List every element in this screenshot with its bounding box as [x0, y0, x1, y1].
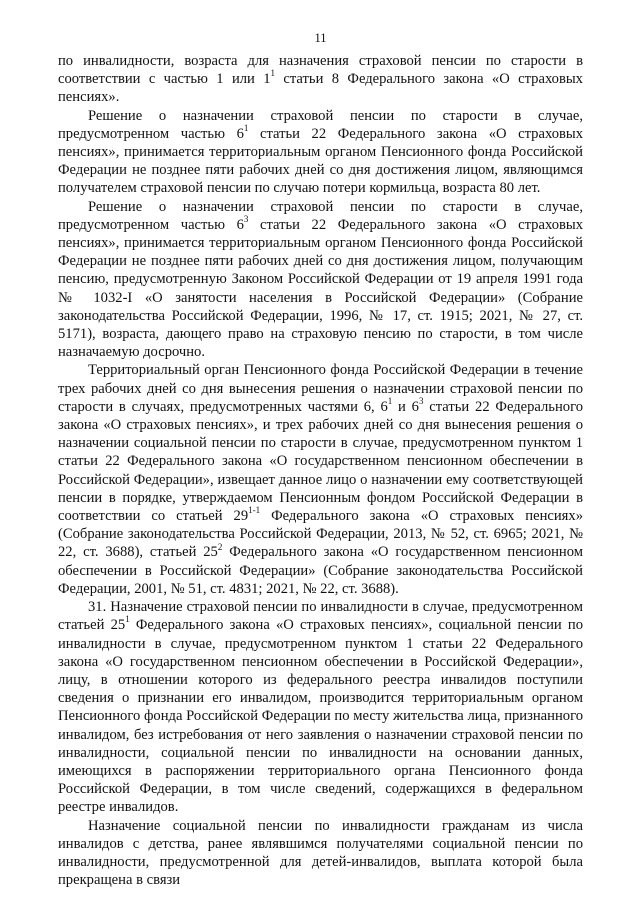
superscript-index: 3: [243, 213, 249, 224]
superscript-index: 3: [418, 396, 424, 406]
paragraph-social-pension: [58, 817, 583, 890]
text-run: по инвалидности, возраста для назначения страховой пенсии по старости в соответствии с частью 1 или 1: [58, 53, 583, 88]
text-run: Назначение социальной пенсии по инвалидности гражданам из числа инвалидов с детства, ранее являвшимся получателями социальной пенсии по инвалидности, предусмотренной для детей-инвалидов, выплата которой была прекращена в связи: [58, 817, 583, 889]
text-run: статьи 22 Федерального закона «О страховых пенсиях», принимается территориальным органом Пенсионного фонда Российской Федерации не позднее пяти рабочих дней со дня достижения лицом, получающим пенсию, предусмотренную Законом Российской Федерации от 19 апреля 1991 года № 1032-I «О занятости населения в Российской Федерации» (Собрание законодательства Российской Федерации, 1996, № 17, ст. 1915; 2021, № 27, ст. 5171), возраста, дающего право на страховую пенсию по старости, в том числе назначаемую досрочно.: [58, 216, 583, 361]
paragraph-notification: [58, 361, 583, 598]
text-run: и 6: [392, 398, 419, 415]
superscript-index: 1: [270, 68, 276, 79]
document-body: [58, 52, 583, 889]
paragraph-item-31: [58, 598, 583, 816]
page-number: 11: [314, 31, 327, 45]
text-run: статьи 22 Федерального закона «О страховых пенсиях», и трех рабочих дней со дня вынесения решения о назначении социальной пенсии по старости в случае, предусмотренном пунктом 1 статьи 22 Федерального закона «О государственном пенсионном обеспечении в Российской Федерации», извещает данное лицо о назначении ему соответствующей пенсии в порядке, утверждаемом Пенсионным фондом Российской Федерации в соответствии со статьей 29: [58, 398, 583, 525]
text-run: Федерального закона «О страховых пенсиях» (Собрание законодательства Российской Федерации, 2013, № 52, ст. 6965; 2021, № 22, ст. 3688), статьей 25: [58, 508, 583, 561]
text-run: статьи 8 Федерального закона «О страховых пенсиях».: [58, 71, 583, 106]
superscript-index: 1: [243, 122, 249, 133]
text-run: статьи 22 Федерального закона «О страховых пенсиях», принимается территориальным органом Пенсионного фонда Российской Федерации не позднее пяти рабочих дней со дня достижения лицом, являющимся получателем страховой пенсии по случаю потери кормильца, возраста 80 лет.: [58, 125, 583, 197]
superscript-index: 2: [217, 541, 223, 552]
superscript-index: 1: [387, 396, 393, 406]
paragraph-decision-part-6-1: [58, 107, 583, 198]
text-run: 31. Назначение страховой пенсии по инвалидности в случае, предусмотренном статьей 25: [58, 599, 583, 634]
text-run: Решение о назначении страховой пенсии по старости в случае, предусмотренном частью 6: [58, 107, 583, 142]
paragraph-decision-part-6-3: [58, 198, 583, 362]
paragraph-continuation: [58, 52, 583, 107]
superscript-index: 1: [125, 614, 130, 625]
superscript-index: 1-1: [248, 505, 261, 516]
text-run: Решение о назначении страховой пенсии по старости в случае, предусмотренном частью 6: [58, 198, 583, 233]
text-run: Территориальный орган Пенсионного фонда Российской Федерации в течение трех рабочих дней со дня вынесения решения о назначении страховой пенсии по старости в случаях, предусмотренных частями 6, 6: [58, 362, 583, 415]
text-run: Федерального закона «О страховых пенсиях», социальной пенсии по инвалидности в случае, предусмотренном пунктом 1 статьи 22 Федерального закона «О государственном пенсионном обеспечении в Российской Федерации», лицу, в отношении которого из федерального реестра инвалидов поступили сведения о признании его инвалидом, производится территориальным органом Пенсионного фонда Российской Федерации по месту жительства лица, признанного инвалидом, без истребования от него заявления о назначении страховой пенсии по инвалидности, социальной пенсии по инвалидности на основании данных, имеющихся в распоряжении территориального органа Пенсионного фонда Российской Федерации, в том числе сведений, содержащихся в федеральном реестре инвалидов.: [58, 617, 583, 816]
text-run: Федерального закона «О государственном пенсионном обеспечении в Российской Федерации» (Собрание законодательства Российской Федерации, 2001, № 51, ст. 4831; 2021, № 22, ст. 3688).: [58, 544, 583, 597]
